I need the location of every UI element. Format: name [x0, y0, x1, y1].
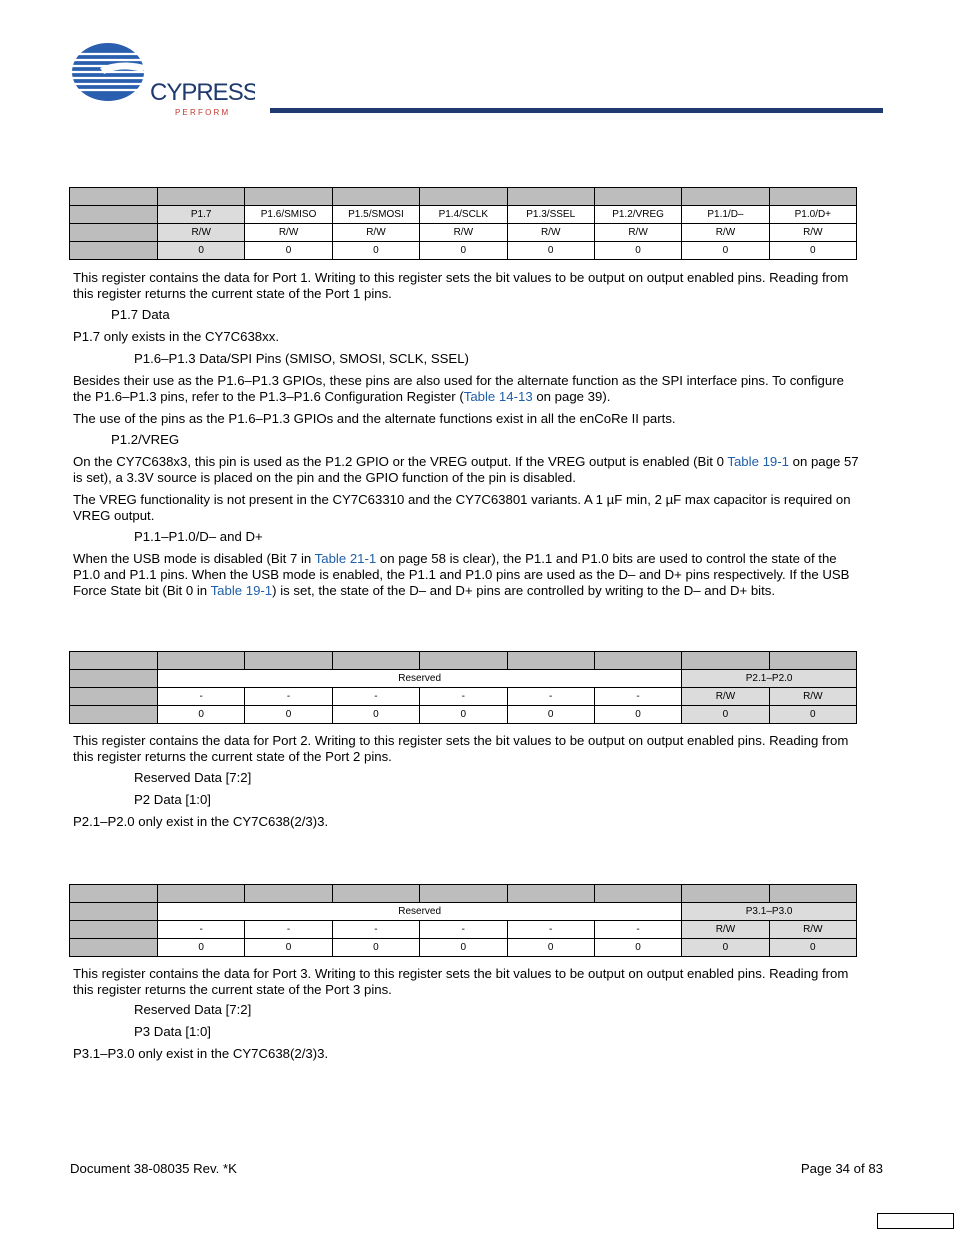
port3-reserved-heading: Reserved Data [7:2] [134, 1002, 252, 1017]
port2-text: P2.1–P2.0 only exist in the CY7C638(2/3)3. [73, 814, 329, 829]
table-21-1-link[interactable]: Table 21-1 [314, 551, 377, 566]
p12-heading: P1.2/VREG [111, 432, 180, 447]
p12-text2: The VREG functionality is not present in the CY7C63310 and the CY7C63801 variants. A 1 µF min, 2 µF max capacitor is required on VREG output. [73, 492, 851, 523]
table-19-1-link[interactable]: Table 19-1 [210, 583, 273, 598]
port2-reserved-heading: Reserved Data [7:2] [134, 770, 252, 785]
table-header-row [70, 885, 857, 903]
table-14-13-link[interactable]: Table 14-13 [463, 389, 533, 404]
field-row: P1.7 P1.6/SMISO P1.5/SMOSI P1.4/SCLK P1.3/SSEL P1.2/VREG P1.1/D– P1.0/D+ [70, 206, 857, 224]
reset-row: 0 0 0 0 0 0 0 0 [70, 242, 857, 260]
port2-data-register-table [69, 651, 857, 724]
table-header-row [70, 188, 857, 206]
access-row: R/W R/W R/W R/W R/W R/W R/W R/W [70, 224, 857, 242]
p16-text: Besides their use as the P1.6–P1.3 GPIOs, these pins are also used for the alternate function as the SPI interface pins. To configure the P1.6–P1.3 pins, refer to the P1.3–P1.6 Configuration Register (Table 14-13 on page 39). [73, 373, 844, 404]
footer-page-number: Page 34 of 83 [800, 1161, 883, 1176]
p16-heading: P1.6–P1.3 Data/SPI Pins (SMISO, SMOSI, SCLK, SSEL) [134, 351, 469, 366]
field-row: Reserved P2.1–P2.0 [70, 670, 857, 688]
field-row: Reserved P3.1–P3.0 [70, 903, 857, 921]
access-row: - - - - - - R/W R/W [70, 921, 857, 939]
p12-text: On the CY7C638x3, this pin is used as the P1.2 GPIO or the VREG output. If the VREG output is enabled (Bit 0 Table 19-1 on page 57 is set), a 3.3V source is placed on the pin and the GPIO function of the pin is disabled. [73, 454, 859, 485]
reset-row: 0 0 0 0 0 0 0 0 [70, 706, 857, 724]
table-header-row [70, 652, 857, 670]
p11-heading: P1.1–P1.0/D– and D+ [134, 529, 263, 544]
svg-text:P E R F O R M: P E R F O R M [175, 108, 229, 117]
p11-text: When the USB mode is disabled (Bit 7 in Table 21-1 on page 58 is clear), the P1.1 and P1.0 bits are used to control the state of the P1.0 and P1.1 pins. When the USB mode is enabled, the P1.1 and P1.0 pins are used as the D– and D+ pins respectively. If the USB Force State bit (Bit 0 in Table 19-1) is set, the state of the D– and D+ pins are controlled by writing to the D– and D+ bits. [73, 551, 850, 598]
port3-data-register-table [69, 884, 857, 957]
access-row: - - - - - - R/W R/W [70, 688, 857, 706]
p16-text2: The use of the pins as the P1.6–P1.3 GPIOs and the alternate functions exist in all the enCoRe II parts. [73, 411, 676, 426]
port3-data-heading: P3 Data [1:0] [134, 1024, 211, 1039]
footer-document-number: Document 38-08035 Rev. *K [70, 1161, 237, 1176]
table-19-1-link[interactable]: Table 19-1 [727, 454, 789, 469]
cypress-logo [70, 40, 255, 120]
p17-text: P1.7 only exists in the CY7C638xx. [73, 329, 279, 344]
p17-heading: P1.7 Data [111, 307, 170, 322]
port3-text: P3.1–P3.0 only exist in the CY7C638(2/3)3. [73, 1046, 329, 1061]
port3-intro: This register contains the data for Port 3. Writing to this register sets the bit values to be output on output enabled pins. Reading from this register returns the current state of the Port 3 pins. [73, 966, 849, 997]
header-rule [270, 108, 883, 113]
feedback-box [877, 1213, 954, 1229]
port2-data-heading: P2 Data [1:0] [134, 792, 211, 807]
reset-row: 0 0 0 0 0 0 0 0 [70, 939, 857, 957]
svg-text:CYPRESS: CYPRESS [150, 79, 255, 106]
port1-data-register-table [69, 187, 857, 260]
port1-intro: This register contains the data for Port 1. Writing to this register sets the bit values to be output on output enabled pins. Reading from this register returns the current state of the Port 1 pins. [73, 270, 849, 301]
port2-intro: This register contains the data for Port 2. Writing to this register sets the bit values to be output on output enabled pins. Reading from this register returns the current state of the Port 2 pins. [73, 733, 849, 764]
